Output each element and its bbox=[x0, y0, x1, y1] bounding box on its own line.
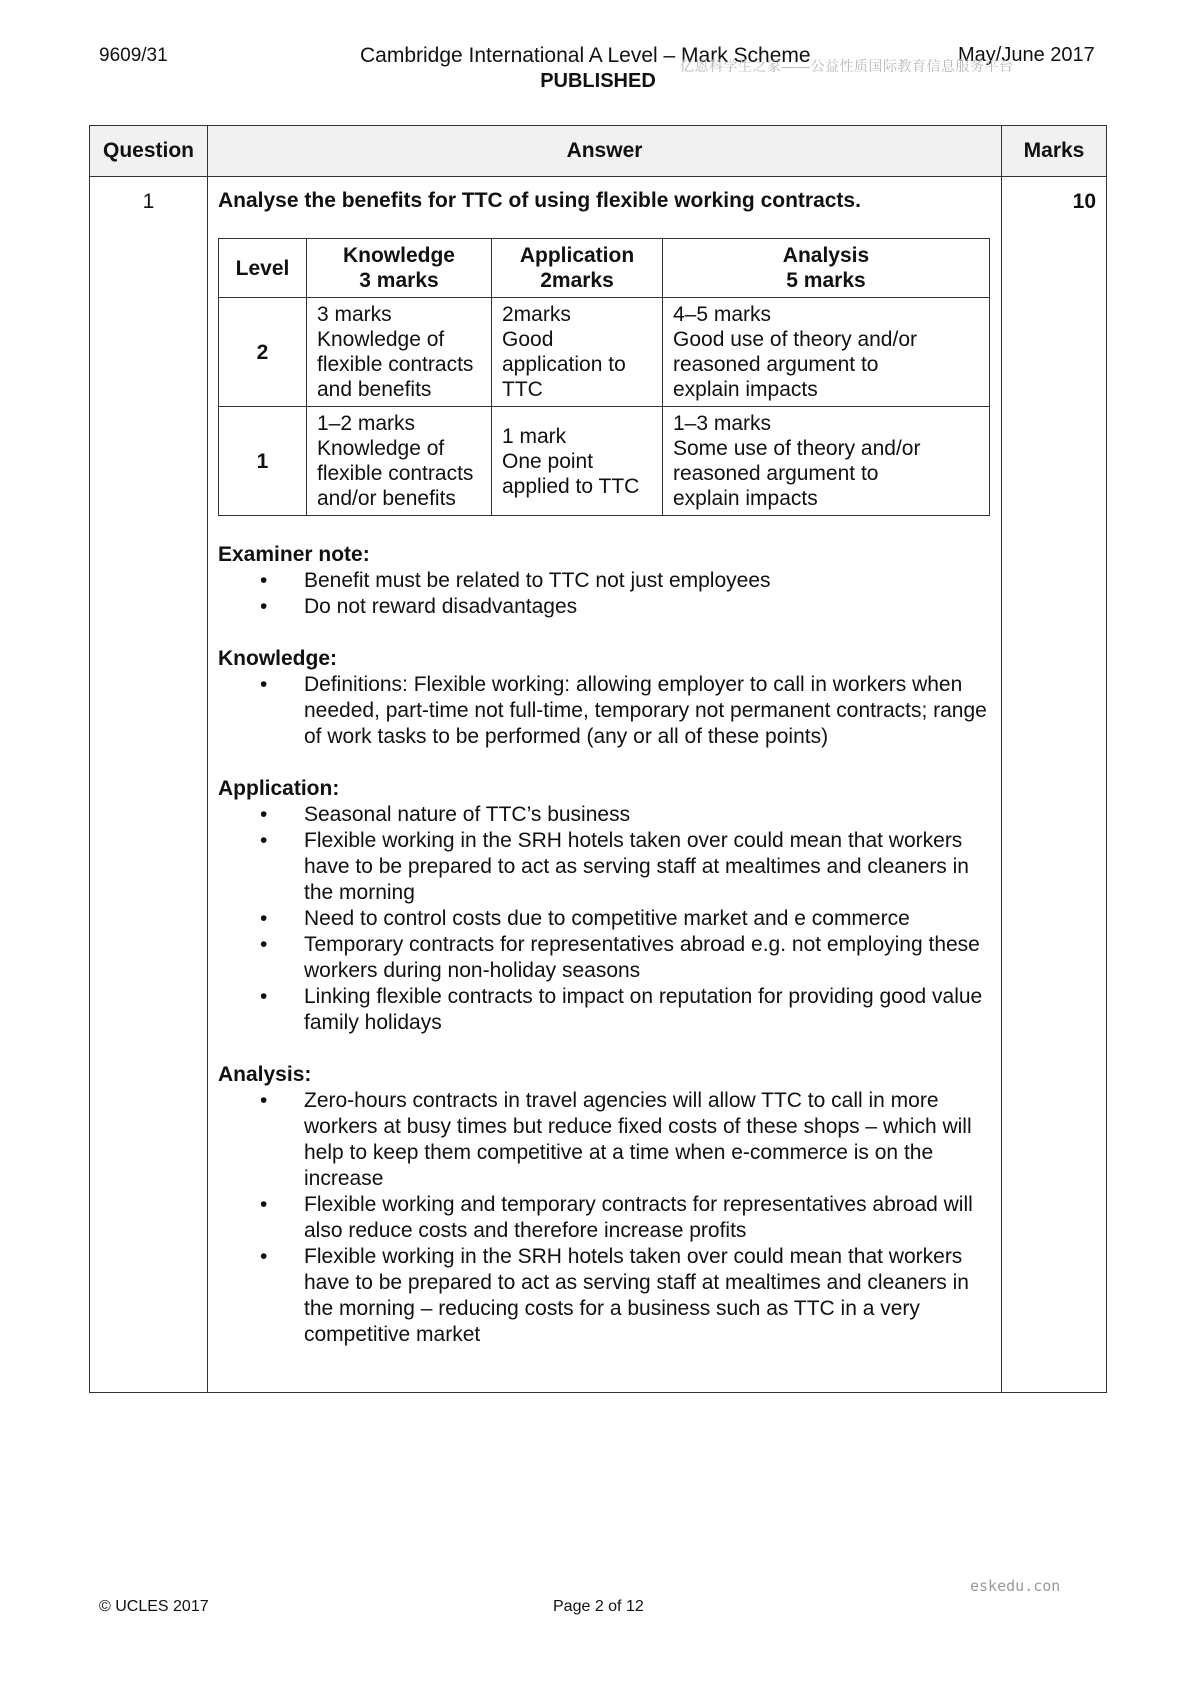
question-title: Analyse the benefits for TTC of using flexible working contracts. bbox=[218, 189, 861, 212]
section-title-examiner-note: Examiner note: bbox=[218, 543, 370, 566]
list-item: • Need to control costs due to competitive market and e commerce bbox=[260, 907, 910, 930]
mark-scheme-table bbox=[89, 125, 1107, 1393]
list-item: • Flexible working in the SRH hotels taken over could mean that workers have to be prepared to act as serving staff at mealtimes and cleaners in the morning bbox=[260, 829, 969, 904]
list-item: • Temporary contracts for representatives abroad e.g. not employing these workers during non-holiday seasons bbox=[260, 933, 980, 982]
list-item: • Linking flexible contracts to impact on reputation for providing good value family holidays bbox=[260, 985, 983, 1034]
knowledge-col-header: Knowledge 3 marks bbox=[307, 239, 492, 298]
list-item: • Flexible working and temporary contracts for representatives abroad will also reduce costs and therefore increase profits bbox=[260, 1193, 973, 1242]
level-row bbox=[219, 298, 990, 407]
watermark-text: 亿恩科学生之家——公益性质国际教育信息服务平台 bbox=[680, 58, 1014, 74]
answer-content bbox=[218, 188, 998, 1348]
level-col-header: Level bbox=[219, 239, 307, 298]
application-cell: 1 mark One point applied to TTC bbox=[492, 407, 663, 516]
section-title-application: Application: bbox=[218, 777, 340, 800]
exam-session: May/June 2017 bbox=[958, 44, 1095, 66]
list-item: • Seasonal nature of TTC’s business bbox=[260, 803, 631, 826]
level-table-header bbox=[219, 239, 990, 298]
analysis-cell: 4–5 marks Good use of theory and/or reasoned argument to explain impacts bbox=[663, 298, 990, 407]
level-row bbox=[219, 407, 990, 516]
list-item: • Do not reward disadvantages bbox=[260, 595, 578, 618]
application-list bbox=[218, 802, 998, 1036]
analysis-list bbox=[218, 1088, 998, 1348]
section-title-knowledge: Knowledge: bbox=[218, 647, 337, 670]
knowledge-list bbox=[218, 672, 998, 750]
question-marks: 10 bbox=[1072, 190, 1096, 213]
knowledge-cell: 1–2 marks Knowledge of flexible contracts and/or benefits bbox=[307, 407, 492, 516]
site-watermark: eskedu.con bbox=[970, 1577, 1061, 1595]
application-col-header: Application 2marks bbox=[492, 239, 663, 298]
list-item: • Zero-hours contracts in travel agencies will allow TTC to call in more workers at busy times but reduce fixed costs of these shops – which will help to keep them competitive at a time when e-commerce is on the increase bbox=[260, 1089, 972, 1190]
published-label: PUBLISHED bbox=[540, 70, 656, 92]
header-answer: Answer bbox=[566, 139, 643, 162]
list-item: • Benefit must be related to TTC not just employees bbox=[260, 569, 771, 592]
analysis-cell: 1–3 marks Some use of theory and/or reasoned argument to explain impacts bbox=[663, 407, 990, 516]
header-question: Question bbox=[102, 139, 194, 162]
document-title: Cambridge International A Level – Mark Scheme bbox=[360, 44, 811, 67]
knowledge-cell: 3 marks Knowledge of flexible contracts and benefits bbox=[307, 298, 492, 407]
analysis-col-header: Analysis 5 marks bbox=[663, 239, 990, 298]
examiner-note-list bbox=[218, 568, 998, 620]
copyright: © UCLES 2017 bbox=[99, 1598, 209, 1615]
section-title-analysis: Analysis: bbox=[218, 1063, 312, 1086]
column-divider bbox=[1001, 126, 1002, 1392]
page-number: Page 2 of 12 bbox=[553, 1598, 644, 1615]
level-descriptor-table bbox=[218, 238, 990, 516]
application-cell: 2marks Good application to TTC bbox=[492, 298, 663, 407]
level-number: 2 bbox=[219, 298, 307, 407]
list-item: • Definitions: Flexible working: allowing employer to call in workers when needed, part-time not full-time, temporary not permanent contracts; range of work tasks to be performed (any or all of these points) bbox=[260, 673, 987, 748]
header-marks: Marks bbox=[1023, 139, 1085, 162]
column-divider bbox=[207, 126, 208, 1392]
paper-code: 9609/31 bbox=[99, 45, 168, 66]
question-number: 1 bbox=[142, 190, 155, 213]
level-number: 1 bbox=[219, 407, 307, 516]
list-item: • Flexible working in the SRH hotels taken over could mean that workers have to be prepared to act as serving staff at mealtimes and cleaners in the morning – reducing costs for a business such as TTC in a very competitive market bbox=[260, 1245, 969, 1346]
